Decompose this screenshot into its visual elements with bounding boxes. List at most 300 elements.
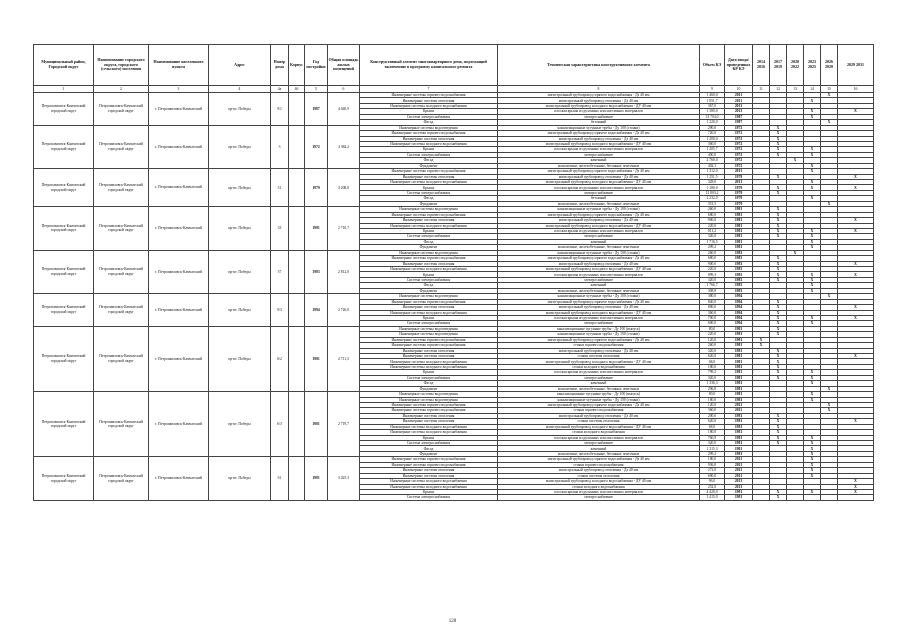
column-header: Корпус [289,45,305,86]
district-cell: Петропавловск-Камчатский городской округ [34,250,94,294]
building-cell [289,326,305,391]
element-volume-cell: 380,0 [700,294,725,299]
column-header: 2029 2031 [838,45,874,86]
period-mark-cell: X [770,272,787,277]
period-mark-cell: X [770,326,787,331]
column-header: 2020 2022 [787,45,804,86]
element-date-cell: 1981 [725,397,753,402]
element-volume-cell: 1 312,0 [700,169,725,174]
element-volume-cell: 96,0 [700,479,725,484]
period-mark-cell: X [804,272,821,277]
period-mark-cell: X [804,446,821,451]
element-spec-cell: каменный [498,283,700,288]
period-mark-cell: X [821,93,838,98]
element-date-cell: 1981 [725,430,753,435]
element-spec-cell: каменный [498,239,700,244]
element-volume-cell: 68,0 [700,424,725,429]
column-header: Адрес [209,45,271,86]
area-cell: 4 208,0 [328,169,360,207]
column-header: Наименование городского округа, городского (сельского) поселения [94,45,149,86]
element-spec-cell: магистральный трубопровод холодного водоснабжения - ДУ 40 мм [498,310,700,315]
period-mark-cell: X [770,277,787,282]
element-spec-cell: магистральный трубопровод холодного водоснабжения - ДУ 40 мм [498,267,700,272]
element-spec-cell: магистральный трубопровод отопления - Дз 40 мм [498,174,700,179]
period-mark-cell: X [770,359,787,364]
element-spec-cell: монолитные, железобетонные, бетонные ленточные [498,288,700,293]
house-number-cell: 9/3 [271,294,289,327]
element-spec-cell: монолитные, железобетонные, бетонные ленточные [498,451,700,456]
element-name-cell: Инженерные системы отопления [360,348,498,353]
period-mark-cell: X [804,152,821,157]
element-date-cell: 1972 [725,125,753,130]
element-name-cell: Инженерные системы отопления [360,473,498,478]
element-date-cell: 1981 [725,489,753,494]
period-mark-cell: X [770,321,787,326]
element-date-cell: 1981 [725,337,753,342]
period-mark-cell [838,495,874,500]
element-volume-cell: 900,0 [700,261,725,266]
element-date-cell: 1981 [725,332,753,337]
element-volume-cell: 1 716,5 [700,239,725,244]
locality-cell: г. Петропавловск-Камчатский [149,250,209,294]
period-mark-cell: X [753,337,770,342]
element-spec-cell: электроснабжение [498,190,700,195]
element-date-cell: 1981 [725,375,753,380]
element-name-cell: Инженерные системы отопления [360,305,498,310]
element-volume-cell: 600,0 [700,321,725,326]
building-cell [289,125,305,169]
column-number: 5 [305,86,328,93]
element-name-cell: Инженерные системы горячего водоснабжения [360,93,498,98]
period-mark-cell: X [770,495,787,500]
element-name-cell: Инженерные системы горячего водоснабжения [360,462,498,467]
locality-cell: г. Петропавловск-Камчатский [149,125,209,169]
period-mark-cell: X [804,114,821,119]
element-volume-cell: 299,2 [700,245,725,250]
element-name-cell: Инженерные системы водоотведения [360,392,498,397]
element-date-cell: 1981 [725,228,753,233]
period-mark-cell [821,495,838,500]
element-date-cell: 1981 [725,218,753,223]
element-volume-cell: 1 766,7 [700,283,725,288]
element-volume-cell: 936,0 [700,462,725,467]
column-number: 13 [787,86,804,93]
element-name-cell: Система электроснабжения [360,441,498,446]
element-name-cell: Инженерные системы водоотведения [360,332,498,337]
period-mark-cell: X [770,234,787,239]
element-name-cell: Система электроснабжения [360,234,498,239]
element-spec-cell: магистральный трубопровод отопления - Дз 40 мм [498,136,700,141]
element-date-cell: 1981 [725,326,753,331]
element-name-cell: Инженерные системы водоотведения [360,326,498,331]
period-mark-cell: X [770,419,787,424]
period-mark-cell: X [804,397,821,402]
column-number: 4б [289,86,305,93]
element-date-cell: 1994 [725,321,753,326]
element-spec-cell: электроснабжение [498,321,700,326]
period-mark-cell: X [770,435,787,440]
element-volume-cell: 1 415,0 [700,495,725,500]
locality-cell: г. Петропавловск-Камчатский [149,169,209,207]
element-spec-cell: канализационные чугунные трубы - Ду 100 (стояки) [498,397,700,402]
element-spec-cell: магистральный трубопровод горячего водоснабжения - Дз 40 мм [498,457,700,462]
element-spec-cell: стояки системы отопления [498,419,700,424]
district-cell: Петропавловск-Камчатский городской округ [34,294,94,327]
year-cell: 1981 [305,326,328,391]
element-spec-cell: стояки горячего водоснабжения [498,462,700,467]
settlement-cell: Петропавловск-Камчатский городской округ [94,294,149,327]
period-mark-cell: X [804,180,821,185]
element-volume-cell: 220,0 [700,267,725,272]
element-date-cell: 2013 [725,109,753,114]
period-mark-cell: X [770,348,787,353]
element-volume-cell: 900,0 [700,218,725,223]
element-spec-cell: магистральный трубопровод отопления - Дз 40 мм [498,218,700,223]
element-spec-cell: магистральный трубопровод отопления - Дз 40 мм [498,98,700,103]
period-mark-cell: X [770,413,787,418]
element-name-cell: Крыша [360,435,498,440]
element-volume-cell: 680,0 [700,256,725,261]
element-volume-cell: 180,0 [700,457,725,462]
column-number: 12 [770,86,787,93]
element-volume-cell: 252,0 [700,484,725,489]
period-mark-cell: X [821,294,838,299]
element-volume-cell: 80,0 [700,326,725,331]
column-header: Наименование населенного пункта [149,45,209,86]
element-spec-cell: электроснабжение [498,441,700,446]
element-spec-cell: стояки горячего водоснабжения [498,343,700,348]
element-date-cell: 1972 [725,163,753,168]
period-mark-cell: X [770,212,787,217]
element-date-cell: 1983 [725,256,753,261]
element-name-cell: Инженерные системы горячего водоснабжения [360,402,498,407]
element-name-cell: Инженерные системы горячего водоснабжения [360,343,498,348]
element-volume-cell: 308,8 [700,288,725,293]
period-mark-cell: X [804,381,821,386]
element-spec-cell: плоская крыша из рулонных или мастичных материалов [498,315,700,320]
element-date-cell: 1981 [725,451,753,456]
year-cell: 1987 [305,93,328,126]
period-mark-cell: X [804,441,821,446]
element-name-cell: Система электроснабжения [360,152,498,157]
element-date-cell: 1981 [725,386,753,391]
column-number: 3 [149,86,209,93]
element-spec-cell: каменный [498,158,700,163]
element-date-cell: 1972 [725,152,753,157]
element-spec-cell: электроснабжение [498,495,700,500]
period-mark-cell: X [770,207,787,212]
period-mark-cell: X [787,250,804,255]
element-name-cell: Инженерные системы горячего водоснабжения [360,169,498,174]
area-cell: 4 384,2 [328,125,360,169]
element-spec-cell: стояки системы отопления [498,354,700,359]
element-volume-cell: 320,0 [700,441,725,446]
element-name-cell: Крыша [360,272,498,277]
period-mark-cell: X [804,185,821,190]
element-name-cell: Инженерные системы холодного водоснабжения [360,310,498,315]
element-volume-cell: 2 760,0 [700,158,725,163]
element-volume-cell: 260,0 [700,207,725,212]
element-spec-cell: электроснабжение [498,277,700,282]
locality-cell: г. Петропавловск-Камчатский [149,326,209,391]
period-mark-cell: X [838,484,874,489]
element-volume-cell: 680,0 [700,212,725,217]
element-name-cell: Крыша [360,489,498,494]
settlement-cell: Петропавловск-Камчатский городской округ [94,125,149,169]
element-name-cell: Система электроснабжения [360,277,498,282]
element-name-cell: Система электроснабжения [360,190,498,195]
element-volume-cell: 260,0 [700,343,725,348]
element-volume-cell: 180,0 [700,364,725,369]
element-date-cell: 1981 [725,424,753,429]
building-cell [289,294,305,327]
street-cell: пр-кт. Победы [209,169,271,207]
year-cell: 1981 [305,392,328,457]
element-name-cell: Инженерные системы холодного водоснабжения [360,479,498,484]
element-spec-cell: стояки горячего водоснабжения [498,408,700,413]
element-volume-cell: 800,0 [700,305,725,310]
element-name-cell: Крыша [360,315,498,320]
element-volume-cell: 620,0 [700,419,725,424]
area-cell: 2 812,0 [328,250,360,294]
settlement-cell: Петропавловск-Камчатский городской округ [94,250,149,294]
element-volume-cell: 120,0 [700,402,725,407]
element-spec-cell: канализационные чугунные трубы - Ду 100 (выпуск) [498,392,700,397]
column-header: Год постройки [305,45,328,86]
element-volume-cell: 320,0 [700,234,725,239]
element-date-cell: 2013 [725,103,753,108]
element-volume-cell: 12 803,2 [700,190,725,195]
column-number: 2 [94,86,149,93]
element-spec-cell: плоская крыша из рулонных или мастичных материалов [498,489,700,494]
element-spec-cell: магистральный трубопровод горячего водоснабжения - Дз 40 мм [498,169,700,174]
period-mark-cell: X [804,288,821,293]
element-name-cell: Инженерные системы холодного водоснабжения [360,359,498,364]
column-number: 4 [209,86,271,93]
element-date-cell: 2011 [725,457,753,462]
house-number-cell: 61 [271,457,289,501]
element-date-cell: 1983 [725,288,753,293]
element-date-cell: 2011 [725,98,753,103]
element-spec-cell: магистральный трубопровод горячего водоснабжения - Дз 40 мм [498,256,700,261]
settlement-cell: Петропавловск-Камчатский городской округ [94,207,149,251]
element-name-cell: Инженерные системы отопления [360,468,498,473]
settlement-cell: Петропавловск-Камчатский городской округ [94,326,149,391]
year-cell: 1981 [305,457,328,501]
period-mark-cell: X [804,277,821,282]
period-mark-cell: X [770,370,787,375]
element-spec-cell: стояки холодного водоснабжения [498,430,700,435]
street-cell: пр-кт. Победы [209,207,271,251]
house-number-cell: 51 [271,169,289,207]
element-name-cell: Инженерные системы водоотведения [360,397,498,402]
element-name-cell: Фундамент [360,288,498,293]
element-volume-cell: 351,5 [700,201,725,206]
period-mark-cell: X [838,489,874,494]
column-number: 1 [34,86,94,93]
element-spec-cell: плоская крыша из рулонных или мастичных материалов [498,185,700,190]
period-mark-cell: X [804,109,821,114]
column-header: Общая площадь жилых помещений [328,45,360,86]
column-number: 15 [821,86,838,93]
area-cell: 2 719,7 [328,392,360,457]
area-cell: 2 711,3 [328,326,360,391]
element-spec-cell: канализационные чугунные трубы - Ду 100 (стояки) [498,125,700,130]
page-number: 120 [448,619,457,624]
element-volume-cell: 4 420,0 [700,489,725,494]
element-volume-cell: 402,1 [700,163,725,168]
element-name-cell: Фасад [360,158,498,163]
column-number: 14 [804,86,821,93]
element-name-cell: Фасад [360,283,498,288]
element-date-cell: 1994 [725,299,753,304]
year-cell: 1983 [305,250,328,294]
element-volume-cell: 840,0 [700,299,725,304]
element-date-cell: 2011 [725,93,753,98]
period-mark-cell: X [804,98,821,103]
element-date-cell: 1981 [725,359,753,364]
element-date-cell: 1981 [725,234,753,239]
element-name-cell: Крыша [360,185,498,190]
period-mark-cell: X [804,228,821,233]
column-number: 11 [753,86,770,93]
element-date-cell: 1981 [725,413,753,418]
period-mark-cell: X [804,163,821,168]
element-spec-cell: магистральный трубопровод отопления - Дз 40 мм [498,413,700,418]
period-mark-cell: X [804,239,821,244]
period-mark-cell: X [821,386,838,391]
period-mark-cell: X [770,125,787,130]
element-volume-cell: 360,0 [700,141,725,146]
element-spec-cell: каменный [498,446,700,451]
element-date-cell: 1981 [725,392,753,397]
element-name-cell: Инженерные системы отопления [360,261,498,266]
element-volume-cell: 200,0 [700,413,725,418]
period-mark-cell: X [770,267,787,272]
element-spec-cell: стояки холодного водоснабжения [498,364,700,369]
period-mark-cell: X [770,261,787,266]
element-name-cell: Фасад [360,120,498,125]
element-name-cell: Фундамент [360,163,498,168]
element-name-cell: Инженерные системы водоотведения [360,125,498,130]
element-name-cell: Фасад [360,196,498,201]
element-name-cell: Система электроснабжения [360,495,498,500]
element-volume-cell: 220,0 [700,223,725,228]
period-mark-cell: X [770,332,787,337]
element-spec-cell: электроснабжение [498,375,700,380]
element-date-cell: 1972 [725,136,753,141]
district-cell: Петропавловск-Камчатский городской округ [34,207,94,251]
building-cell [289,93,305,126]
element-spec-cell: монолитные, железобетонные, бетонные ленточные [498,163,700,168]
column-header: 2026 2028 [821,45,838,86]
house-number-cell: 33 [271,207,289,251]
period-mark-cell: X [787,158,804,163]
element-date-cell: 1981 [725,435,753,440]
house-number-cell: 6/2 [271,326,289,391]
period-mark-cell: X [838,185,874,190]
period-mark-cell: X [770,256,787,261]
period-mark-cell: X [804,457,821,462]
element-date-cell: 1981 [725,381,753,386]
house-number-cell: 3 [271,125,289,169]
element-date-cell: 1983 [725,267,753,272]
element-volume-cell: 760,9 [700,435,725,440]
element-volume-cell: 1 220,0 [700,120,725,125]
element-name-cell: Фундамент [360,386,498,391]
element-date-cell: 1981 [725,419,753,424]
period-mark-cell: X [821,402,838,407]
element-name-cell: Система электроснабжения [360,375,498,380]
street-cell: пр-кт. Победы [209,250,271,294]
locality-cell: г. Петропавловск-Камчатский [149,457,209,501]
element-spec-cell: канализационные чугунные трубы - Ду 100 (стояки) [498,332,700,337]
period-mark-cell: X [804,462,821,467]
element-spec-cell: магистральный трубопровод холодного водоснабжения - ДУ 40 мм [498,180,700,185]
column-header: 2014 2016 [753,45,770,86]
period-mark-cell: X [804,435,821,440]
element-name-cell: Крыша [360,228,498,233]
column-number: 8 [498,86,700,93]
locality-cell: г. Петропавловск-Камчатский [149,294,209,327]
element-date-cell: 2013 [725,479,753,484]
element-spec-cell: магистральный трубопровод отопления - Дз 40 мм [498,305,700,310]
district-cell: Петропавловск-Камчатский городской округ [34,392,94,457]
period-mark-cell: X [821,408,838,413]
element-date-cell: 2013 [725,169,753,174]
period-mark-cell: X [804,169,821,174]
element-spec-cell: магистральный трубопровод холодного водоснабжения - ДУ 40 мм [498,223,700,228]
element-name-cell: Крыша [360,147,498,152]
period-mark-cell: X [770,228,787,233]
period-mark-cell: X [838,305,874,310]
element-volume-cell: 320,0 [700,348,725,353]
element-volume-cell: 13 704,0 [700,114,725,119]
settlement-cell: Петропавловск-Камчатский городской округ [94,93,149,126]
period-mark-cell: X [838,479,874,484]
period-mark-cell: X [770,305,787,310]
element-spec-cell: электроснабжение [498,152,700,157]
element-volume-cell: 80,0 [700,392,725,397]
year-cell: 1979 [305,169,328,207]
building-cell [289,207,305,251]
period-mark-cell: X [770,141,787,146]
element-spec-cell: магистральный трубопровод горячего водоснабжения - Дз 40 мм [498,131,700,136]
element-date-cell: 1981 [725,207,753,212]
element-spec-cell: магистральный трубопровод горячего водоснабжения - Дз 40 мм [498,212,700,217]
table-body [34,93,874,501]
column-number: 4а [271,86,289,93]
element-name-cell: Инженерные системы холодного водоснабжения [360,267,498,272]
period-mark-cell: X [838,109,874,114]
element-volume-cell: 367,0 [700,103,725,108]
element-volume-cell: 299,2 [700,451,725,456]
element-date-cell: 1979 [725,196,753,201]
period-mark-cell [804,495,821,500]
element-name-cell: Инженерные системы горячего водоснабжения [360,256,498,261]
element-date-cell: 1981 [725,223,753,228]
element-date-cell: 2013 [725,180,753,185]
element-spec-cell: плоская крыша из рулонных или мастичных материалов [498,228,700,233]
period-mark-cell: X [804,196,821,201]
element-spec-cell: монолитные, железобетонные, бетонные ленточные [498,386,700,391]
column-number: 7 [360,86,498,93]
element-date-cell: 1994 [725,310,753,315]
element-name-cell: Инженерные системы горячего водоснабжения [360,212,498,217]
element-volume-cell: 296,8 [700,386,725,391]
period-mark-cell: X [804,468,821,473]
element-volume-cell: 220,0 [700,332,725,337]
